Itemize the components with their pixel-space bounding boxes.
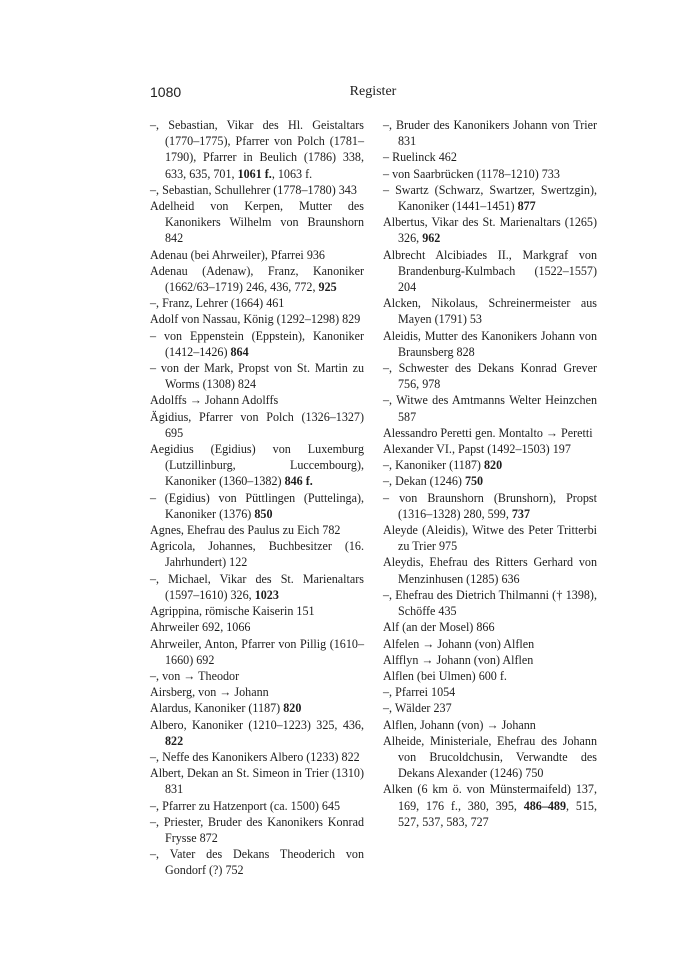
index-entry: Adenau (bei Ahrweiler), Pfarrei 936 [150,247,325,262]
index-entry: – Swartz (Schwarz, Swartzer, Swertzgin), Kanoniker (1441–1451) 877 [383,182,597,214]
index-entry: Albertus, Vikar des St. Marienaltars (1265) 326, 962 [383,215,597,246]
page-number: 1080 [150,84,182,100]
index-entry: Aleydis, Ehefrau des Ritters Gerhard von Menzinhusen (1285) 636 [383,555,597,586]
index-entry: –, Kanoniker (1187) 820 [383,458,503,473]
index-entry: Albert, Dekan an St. Simeon in Trier (1310) 831 [150,766,364,797]
index-entry: Agricola, Johannes, Buchbesitzer (16. Jahrhundert) 122 [150,539,364,570]
index-entry: –, Sebastian, Vikar des Hl. Geistaltars (1770–1775), Pfarrer von Polch (1781–1790), Pfarrer in Beulich (1786) 338, 633, 635, 701, 1061 f., 1063 f. [150,118,364,181]
index-entry: Alken (6 km ö. von Münstermaifeld) 137, 169, 176 f., 380, 395, 486–489, 515, 527, 537, 583, 727 [383,782,597,829]
index-entry: – (Egidius) von Püttlingen (Puttelinga), Kanoniker (1376) 850 [150,490,364,521]
index-entry: –, Bruder des Kanonikers Johann von Trier 831 [383,118,597,149]
index-entry: Alheide, Ministeriale, Ehefrau des Johann von Brucoldchusin, Verwandte des Dekans Alexander (1246) 750 [383,733,597,781]
index-entry: Alfelen → Johann (von) Alflen [383,636,535,651]
index-entry: Adolffs → Johann Adolffs [150,393,279,408]
index-entry: –, Neffe des Kanonikers Albero (1233) 822 [150,749,360,764]
index-entry: –, Schwester des Dekans Konrad Grever 756, 978 [383,361,597,392]
index-entry: Airsberg, von → Johann [150,685,269,700]
index-entry: Alflen, Johann (von) → Johann [383,717,536,732]
index-entry: Albrecht Alcibiades II., Markgraf von Brandenburg-Kulmbach (1522–1557) 204 [383,247,597,295]
index-entry: – von Braunshorn (Brunshorn), Propst (1316–1328) 280, 599, 737 [383,490,597,521]
index-entry: Agrippina, römische Kaiserin 151 [150,604,315,619]
index-entry: Ahrweiler, Anton, Pfarrer von Pillig (1610–1660) 692 [150,636,364,667]
index-entry: Adelheid von Kerpen, Mutter des Kanonikers Wilhelm von Braunshorn 842 [150,199,364,246]
index-entry: –, Ehefrau des Dietrich Thilmanni († 1398), Schöffe 435 [383,587,597,619]
index-entry: –, von → Theodor [150,668,240,683]
index-column-left [150,117,364,879]
index-entry: –, Pfarrer zu Hatzenport (ca. 1500) 645 [150,798,341,813]
index-entry: Agnes, Ehefrau des Paulus zu Eich 782 [150,523,341,538]
index-entry: Aleyde (Aleidis), Witwe des Peter Tritterbi zu Trier 975 [383,523,597,554]
index-entry: Alardus, Kanoniker (1187) 820 [150,701,302,716]
index-entry: Alfflyn → Johann (von) Alflen [383,652,534,667]
index-entry: –, Vater des Dekans Theoderich von Gondorf (?) 752 [150,847,364,878]
index-entry: –, Priester, Bruder des Kanonikers Konrad Frysse 872 [150,814,364,845]
index-entry: – von Eppenstein (Eppstein), Kanoniker (1412–1426) 864 [150,328,364,359]
index-entry: – von der Mark, Propst von St. Martin zu Worms (1308) 824 [150,361,364,392]
index-entry: –, Dekan (1246) 750 [383,474,484,489]
index-entry: –, Sebastian, Schullehrer (1778–1780) 343 [150,182,357,197]
index-entry: Alexander VI., Papst (1492–1503) 197 [383,442,571,457]
index-entry: Albero, Kanoniker (1210–1223) 325, 436, 822 [150,717,364,748]
running-title: Register [349,84,397,99]
index-entry: – von Saarbrücken (1178–1210) 733 [383,166,560,181]
index-entry: Alcken, Nikolaus, Schreinermeister aus Mayen (1791) 53 [383,296,597,327]
index-entry: Alessandro Peretti gen. Montalto → Peretti [383,425,593,440]
index-entry: –, Wälder 237 [383,701,452,716]
index-column-right [383,117,597,830]
index-entry: –, Pfarrei 1054 [383,685,456,700]
index-entry: –, Witwe des Amtmanns Welter Heinzchen 587 [383,393,597,424]
index-entry: –, Michael, Vikar des St. Marienaltars (1597–1610) 326, 1023 [150,571,364,602]
index-entry: Alflen (bei Ulmen) 600 f. [383,668,507,683]
index-entry: Ägidius, Pfarrer von Polch (1326–1327) 695 [150,409,364,440]
index-entry: Aegidius (Egidius) von Luxemburg (Lutzillinburg, Luccembourg), Kanoniker (1360–1382) 846 f. [150,442,364,489]
index-entry: Adenau (Adenaw), Franz, Kanoniker (1662/63–1719) 246, 436, 772, 925 [150,263,364,295]
index-entry: –, Franz, Lehrer (1664) 461 [150,296,285,311]
index-entry: Ahrweiler 692, 1066 [150,620,251,635]
index-entry: Adolf von Nassau, König (1292–1298) 829 [150,312,361,327]
index-entry: – Ruelinck 462 [383,150,457,165]
index-entry: Alf (an der Mosel) 866 [383,620,495,635]
index-entry: Aleidis, Mutter des Kanonikers Johann von Braunsberg 828 [383,328,597,359]
